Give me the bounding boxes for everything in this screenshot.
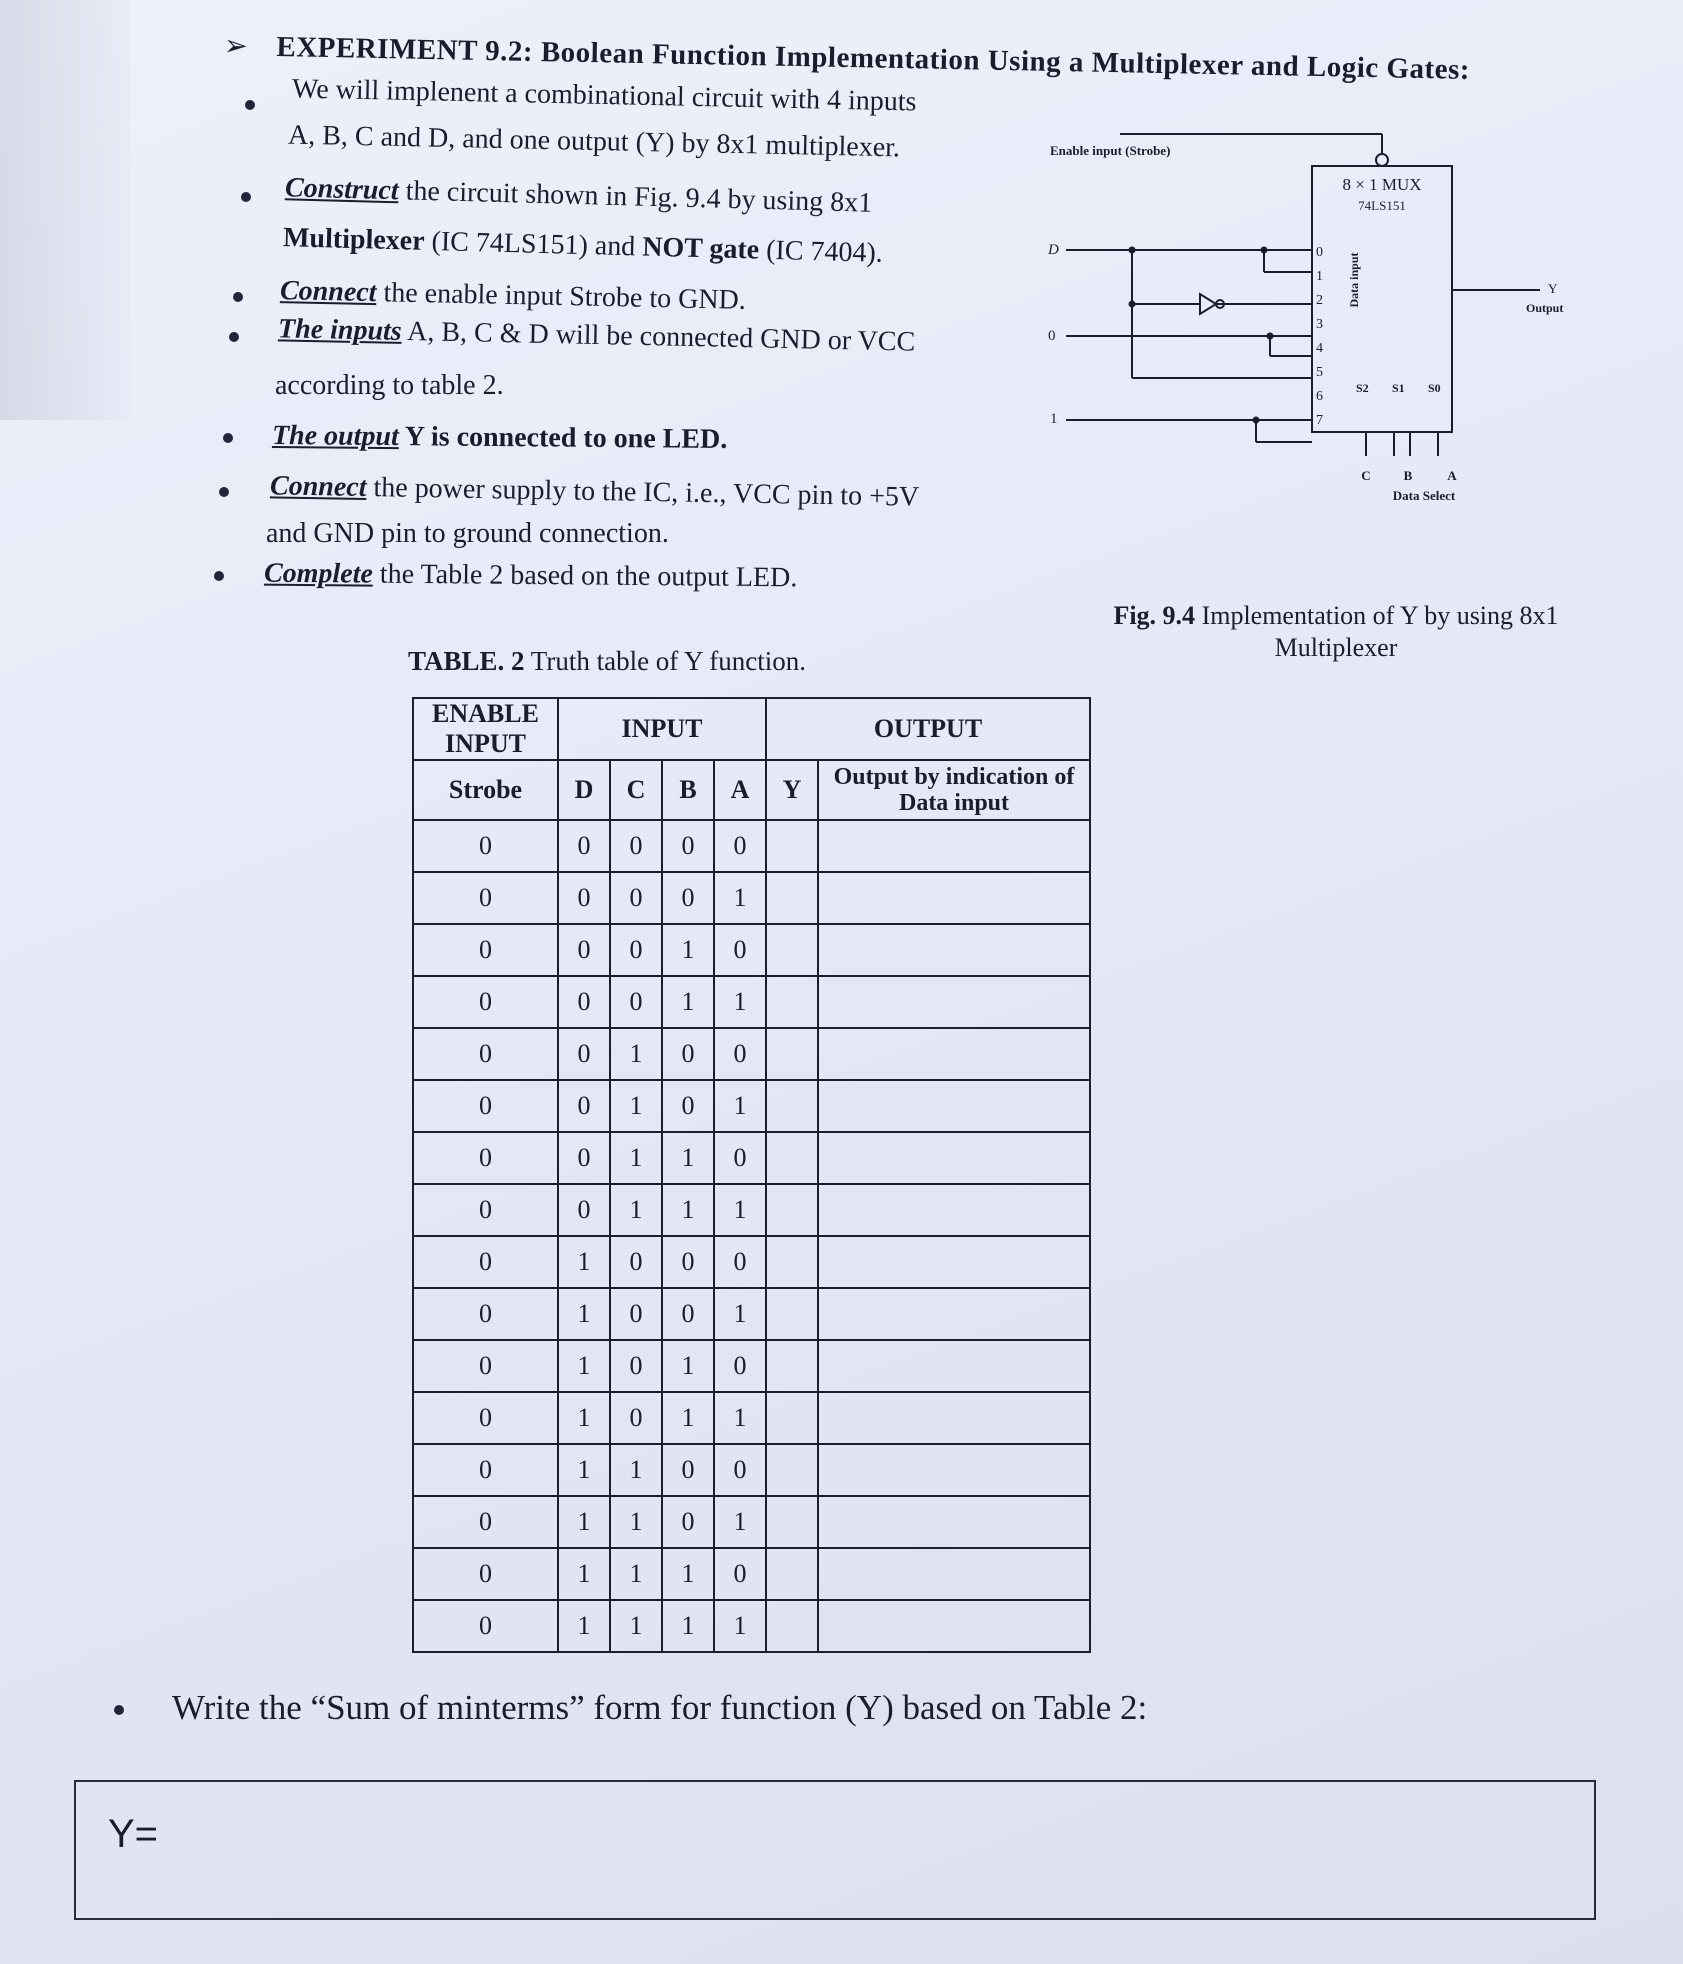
- input-cell: 1: [558, 1392, 610, 1444]
- output-indication-cell[interactable]: [818, 1080, 1090, 1132]
- figure-caption: Fig. 9.4 Implementation of Y by using 8x1 Multiplexer: [1113, 601, 1559, 662]
- strobe-cell: 0: [413, 820, 558, 872]
- page-edge-shadow: [0, 0, 130, 420]
- instruction-item: The output Y is connected to one LED.: [271, 420, 728, 455]
- table-title: TABLE. 2 Truth table of Y function.: [408, 646, 807, 676]
- strobe-cell: 0: [413, 1132, 558, 1184]
- output-label: Output: [1526, 301, 1564, 315]
- input-cell: 0: [662, 1444, 714, 1496]
- input-cell: 1: [610, 1496, 662, 1548]
- bullet-dot: [229, 332, 239, 342]
- input-cell: 0: [714, 1132, 766, 1184]
- input-cell: 0: [610, 872, 662, 924]
- output-y-cell[interactable]: [766, 1236, 818, 1288]
- enable-bubble: [1376, 154, 1388, 166]
- table-row: [413, 1600, 1090, 1652]
- input-cell: 0: [610, 1236, 662, 1288]
- strobe-cell: 0: [413, 924, 558, 976]
- output-indication-cell[interactable]: [818, 1444, 1090, 1496]
- table-row: [413, 1184, 1090, 1236]
- input-cell: 0: [662, 1028, 714, 1080]
- output-indication-cell[interactable]: [818, 924, 1090, 976]
- input-cell: 0: [714, 924, 766, 976]
- strobe-cell: 0: [413, 1184, 558, 1236]
- strobe-cell: 0: [413, 1288, 558, 1340]
- output-y-label: Y: [1548, 281, 1558, 296]
- pin-label: 2: [1316, 293, 1323, 308]
- input-cell: 1: [610, 1548, 662, 1600]
- input-cell: 0: [662, 820, 714, 872]
- table-row: [413, 872, 1090, 924]
- wire-junction: [1261, 247, 1268, 254]
- strobe-cell: 0: [413, 1600, 558, 1652]
- input-cell: 1: [714, 1288, 766, 1340]
- arrow-bullet-icon: ➢: [223, 28, 249, 63]
- bullet-dot: [114, 1705, 124, 1715]
- input-1-label: 1: [1050, 411, 1058, 427]
- header-enable-input: ENABLE INPUT: [413, 698, 558, 760]
- output-y-cell[interactable]: [766, 872, 818, 924]
- pin-label: 0: [1316, 245, 1323, 260]
- input-cell: 0: [662, 1288, 714, 1340]
- output-y-cell[interactable]: [766, 1028, 818, 1080]
- output-y-cell[interactable]: [766, 820, 818, 872]
- table-row: [413, 1548, 1090, 1600]
- input-cell: 1: [662, 1132, 714, 1184]
- input-cell: 1: [558, 1496, 610, 1548]
- bullet-dot: [214, 571, 224, 581]
- input-cell: 0: [610, 1288, 662, 1340]
- table-row: [413, 976, 1090, 1028]
- column-header-c: C: [610, 760, 662, 820]
- input-cell: 0: [558, 820, 610, 872]
- table-row: [413, 1340, 1090, 1392]
- instruction-item-cont: Multiplexer (IC 74LS151) and NOT gate (IC 7404).: [282, 222, 884, 269]
- select-input-c: C: [1361, 468, 1371, 483]
- input-cell: 1: [714, 1600, 766, 1652]
- table-row: [413, 1132, 1090, 1184]
- output-indication-cell[interactable]: [818, 1600, 1090, 1652]
- output-y-cell[interactable]: [766, 1080, 818, 1132]
- output-y-cell[interactable]: [766, 1496, 818, 1548]
- output-indication-cell[interactable]: [818, 1184, 1090, 1236]
- output-indication-cell[interactable]: [818, 820, 1090, 872]
- output-y-cell[interactable]: [766, 1184, 818, 1236]
- input-cell: 1: [610, 1028, 662, 1080]
- input-cell: 0: [558, 1028, 610, 1080]
- table-row: [413, 820, 1090, 872]
- input-cell: 1: [610, 1080, 662, 1132]
- wire-junction: [1129, 301, 1136, 308]
- column-header-strobe: Strobe: [413, 760, 558, 820]
- instruction-item: Complete the Table 2 based on the output LED.: [263, 557, 798, 594]
- data-select-label: Data Select: [1392, 488, 1456, 503]
- input-cell: 1: [714, 1392, 766, 1444]
- strobe-cell: 0: [413, 1028, 558, 1080]
- input-cell: 0: [610, 820, 662, 872]
- input-cell: 1: [714, 976, 766, 1028]
- strobe-cell: 0: [413, 872, 558, 924]
- input-cell: 1: [662, 924, 714, 976]
- strobe-cell: 0: [413, 976, 558, 1028]
- table-row: [413, 1080, 1090, 1132]
- output-indication-cell[interactable]: [818, 872, 1090, 924]
- input-d-label: D: [1048, 242, 1059, 258]
- select-pin-label: S2: [1356, 381, 1369, 395]
- input-cell: 0: [558, 976, 610, 1028]
- input-cell: 1: [558, 1444, 610, 1496]
- output-y-cell[interactable]: [766, 1444, 818, 1496]
- input-cell: 1: [662, 1184, 714, 1236]
- input-wiring: [1066, 250, 1312, 442]
- output-indication-cell[interactable]: [818, 1028, 1090, 1080]
- output-y-cell[interactable]: [766, 976, 818, 1028]
- output-indication-cell[interactable]: [818, 1288, 1090, 1340]
- instruction-item: We will implenent a combinational circuit with 4 inputs: [291, 73, 917, 118]
- header-input: INPUT: [558, 698, 766, 760]
- input-cell: 0: [558, 1184, 610, 1236]
- input-cell: 0: [714, 1028, 766, 1080]
- input-cell: 0: [610, 1392, 662, 1444]
- pin-label: 1: [1316, 269, 1323, 284]
- experiment-heading: ➢ EXPERIMENT 9.2: Boolean Function Implementation Using a Multiplexer and Logic Gates:: [223, 28, 1471, 86]
- input-cell: 1: [610, 1600, 662, 1652]
- bullet-dot: [245, 100, 255, 110]
- input-cell: 0: [558, 872, 610, 924]
- table-row: [413, 1496, 1090, 1548]
- input-cell: 0: [558, 924, 610, 976]
- output-indication-cell[interactable]: [818, 1496, 1090, 1548]
- input-cell: 0: [662, 1236, 714, 1288]
- select-input-b: B: [1403, 468, 1413, 483]
- output-y-cell[interactable]: [766, 924, 818, 976]
- table-row: [413, 1392, 1090, 1444]
- output-y-cell[interactable]: [766, 1392, 818, 1444]
- enable-input-label: Enable input (Strobe): [1050, 143, 1171, 158]
- input-cell: 1: [662, 1600, 714, 1652]
- instruction-item: Construct the circuit shown in Fig. 9.4 by using 8x1: [284, 172, 873, 219]
- select-input-a: A: [1447, 468, 1457, 483]
- input-cell: 0: [558, 1132, 610, 1184]
- instruction-item: Connect the power supply to the IC, i.e., VCC pin to +5V: [269, 470, 920, 513]
- data-input-label: Data input: [1347, 252, 1361, 308]
- strobe-cell: 0: [413, 1496, 558, 1548]
- input-cell: 0: [610, 976, 662, 1028]
- instruction-item: Connect the enable input Strobe to GND.: [279, 275, 747, 316]
- input-cell: 1: [662, 1548, 714, 1600]
- strobe-cell: 0: [413, 1392, 558, 1444]
- input-cell: 0: [714, 1236, 766, 1288]
- table-row: [413, 1236, 1090, 1288]
- wire-junction: [1129, 247, 1136, 254]
- output-y-cell[interactable]: [766, 1548, 818, 1600]
- input-cell: 0: [610, 924, 662, 976]
- strobe-cell: 0: [413, 1080, 558, 1132]
- instruction-item-cont: A, B, C and D, and one output (Y) by 8x1 multiplexer.: [287, 119, 901, 164]
- output-indication-cell[interactable]: [818, 1132, 1090, 1184]
- input-cell: 0: [714, 1548, 766, 1600]
- bullet-dot: [241, 192, 251, 202]
- column-header-y: Y: [766, 760, 818, 820]
- strobe-cell: 0: [413, 1444, 558, 1496]
- strobe-cell: 0: [413, 1340, 558, 1392]
- column-header-b: B: [662, 760, 714, 820]
- input-cell: 1: [558, 1548, 610, 1600]
- table-row: [413, 1028, 1090, 1080]
- mux-pin-labels: [1316, 245, 1323, 428]
- truth-table: [412, 697, 1091, 1653]
- output-indication-cell[interactable]: [818, 1236, 1090, 1288]
- strobe-cell: 0: [413, 1548, 558, 1600]
- input-cell: 1: [714, 1080, 766, 1132]
- input-cell: 0: [662, 872, 714, 924]
- output-indication-cell[interactable]: [818, 976, 1090, 1028]
- input-0-label: 0: [1048, 328, 1056, 344]
- input-cell: 1: [662, 1340, 714, 1392]
- input-cell: 1: [714, 1184, 766, 1236]
- instruction-item-cont: and GND pin to ground connection.: [266, 518, 669, 549]
- table-row: [413, 1288, 1090, 1340]
- bullet-dot: [233, 292, 243, 302]
- input-cell: 1: [610, 1444, 662, 1496]
- wire-junction: [1267, 333, 1274, 340]
- table-row: [413, 1444, 1090, 1496]
- instruction-item-cont: according to table 2.: [275, 370, 504, 401]
- header-output: OUTPUT: [766, 698, 1090, 760]
- pin-label: 3: [1316, 317, 1323, 332]
- strobe-cell: 0: [413, 1236, 558, 1288]
- output-indication-cell[interactable]: [818, 1392, 1090, 1444]
- answer-label: Y=: [108, 1812, 159, 1856]
- input-cell: 0: [662, 1496, 714, 1548]
- bullet-dot: [219, 487, 229, 497]
- select-wiring: [1366, 432, 1438, 456]
- output-y-cell[interactable]: [766, 1340, 818, 1392]
- pin-label: 4: [1316, 341, 1323, 356]
- column-header-a: A: [714, 760, 766, 820]
- input-cell: 1: [558, 1600, 610, 1652]
- input-cell: 1: [714, 872, 766, 924]
- bullet-dot: [223, 433, 233, 443]
- input-cell: 0: [714, 1340, 766, 1392]
- input-cell: 1: [558, 1288, 610, 1340]
- output-indication-cell[interactable]: [818, 1340, 1090, 1392]
- output-y-cell[interactable]: [766, 1600, 818, 1652]
- mux-ic-number: 74LS151: [1358, 198, 1406, 213]
- input-cell: 0: [610, 1340, 662, 1392]
- input-cell: 1: [662, 1392, 714, 1444]
- answer-box[interactable]: [74, 1780, 1596, 1920]
- pin-label: 7: [1316, 413, 1323, 428]
- input-cell: 1: [610, 1184, 662, 1236]
- pin-label: 6: [1316, 389, 1323, 404]
- truth-table-body: [413, 820, 1090, 1652]
- output-indication-cell[interactable]: [818, 1548, 1090, 1600]
- select-pin-label: S0: [1428, 381, 1441, 395]
- minterm-prompt: Write the “Sum of minterms” form for function (Y) based on Table 2:: [172, 1688, 1148, 1727]
- mux-circuit-diagram: [1040, 120, 1600, 590]
- select-pin-label: S1: [1392, 381, 1405, 395]
- table-row: [413, 924, 1090, 976]
- input-cell: 0: [714, 820, 766, 872]
- input-cell: 1: [558, 1236, 610, 1288]
- wire-junction: [1253, 417, 1260, 424]
- input-cell: 0: [662, 1080, 714, 1132]
- output-y-cell[interactable]: [766, 1132, 818, 1184]
- input-cell: 1: [558, 1340, 610, 1392]
- input-cell: 0: [558, 1080, 610, 1132]
- mux-title: 8 × 1 MUX: [1342, 175, 1422, 194]
- column-header-indication: Output by indication of Data input: [818, 760, 1090, 820]
- column-header-d: D: [558, 760, 610, 820]
- input-cell: 1: [610, 1132, 662, 1184]
- pin-label: 5: [1316, 365, 1323, 380]
- instruction-item: The inputs A, B, C & D will be connected GND or VCC: [277, 313, 916, 358]
- output-y-cell[interactable]: [766, 1288, 818, 1340]
- input-cell: 1: [662, 976, 714, 1028]
- input-cell: 1: [714, 1496, 766, 1548]
- input-cell: 0: [714, 1444, 766, 1496]
